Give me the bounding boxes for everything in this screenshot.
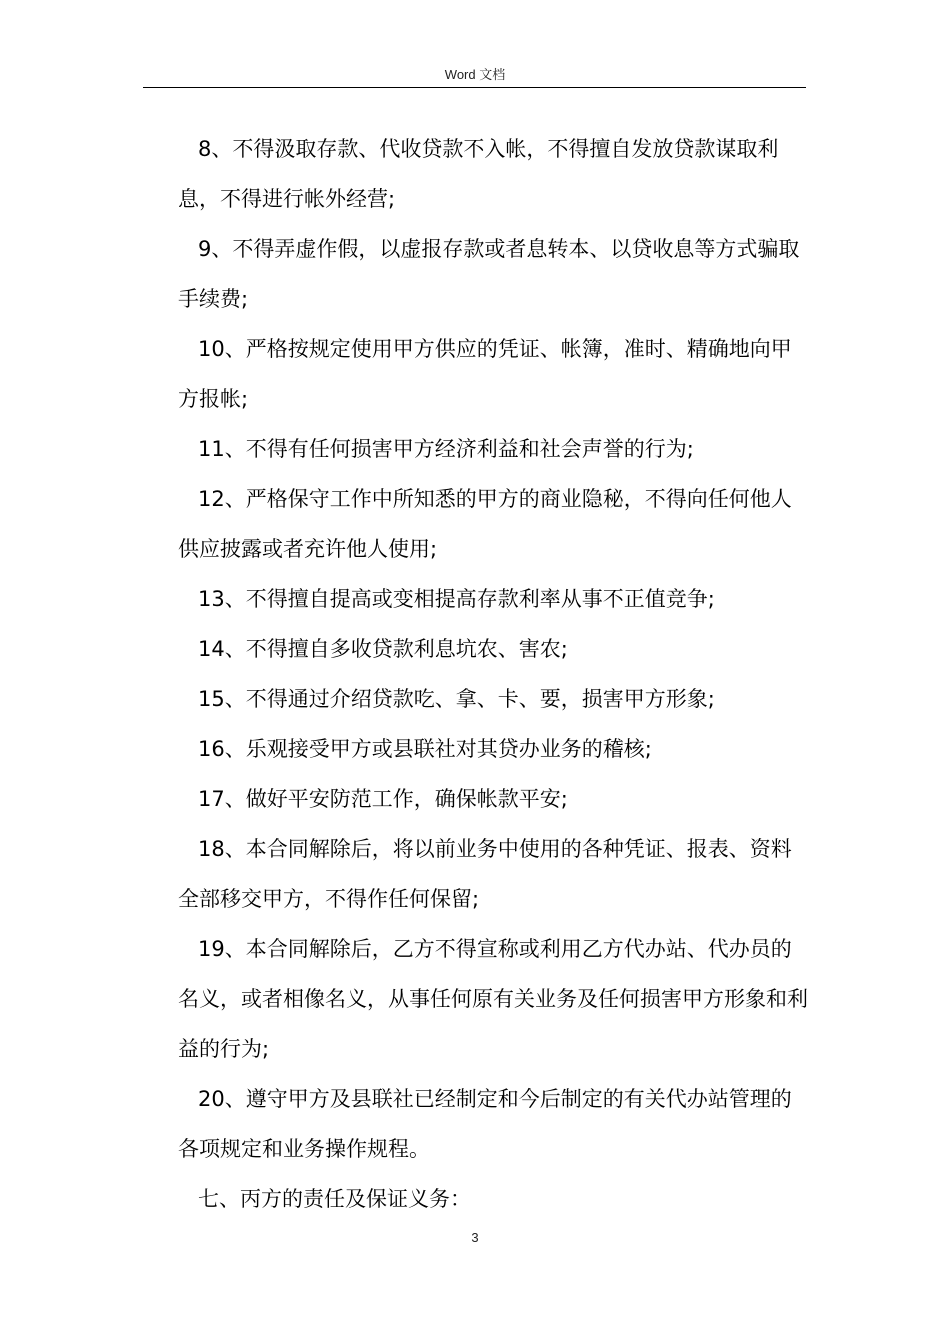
clause-11: 11、不得有任何损害甲方经济利益和社会声誉的行为; xyxy=(198,437,694,461)
header-title: Word 文档 xyxy=(444,67,506,82)
header-divider xyxy=(143,87,806,88)
clause-9: 9、不得弄虚作假，以虚报存款或者息转本、以贷收息等方式骗取手续费; xyxy=(178,237,800,311)
clause-16: 16、乐观接受甲方或县联社对其贷办业务的稽核; xyxy=(198,737,652,761)
section-heading-party-c: 七、丙方的责任及保证义务： xyxy=(198,1187,471,1211)
clause-14: 14、不得擅自多收贷款利息坑农、害农; xyxy=(198,637,568,661)
clause-19: 19、本合同解除后，乙方不得宣称或利用乙方代办站、代办员的名义，或者相像名义，从事任何原有关业务及任何损害甲方形象和利益的行为; xyxy=(178,937,808,1061)
clause-10: 10、严格按规定使用甲方供应的凭证、帐簿，准时、精确地向甲方报帐; xyxy=(178,337,792,411)
clause-15: 15、不得通过介绍贷款吃、拿、卡、要，损害甲方形象; xyxy=(198,687,715,711)
page-number: 3 xyxy=(471,1230,479,1245)
clause-12: 12、严格保守工作中所知悉的甲方的商业隐秘，不得向任何他人供应披露或者充许他人使用; xyxy=(178,487,792,561)
clause-20: 20、遵守甲方及县联社已经制定和今后制定的有关代办站管理的各项规定和业务操作规程。 xyxy=(178,1087,792,1161)
clause-17: 17、做好平安防范工作，确保帐款平安; xyxy=(198,787,568,811)
clause-18: 18、本合同解除后，将以前业务中使用的各种凭证、报表、资料全部移交甲方，不得作任何保留; xyxy=(178,837,792,911)
clause-8: 8、不得汲取存款、代收贷款不入帐，不得擅自发放贷款谋取利息，不得进行帐外经营; xyxy=(178,137,779,211)
document-body xyxy=(178,124,808,1224)
clause-13: 13、不得擅自提高或变相提高存款利率从事不正值竞争; xyxy=(198,587,715,611)
